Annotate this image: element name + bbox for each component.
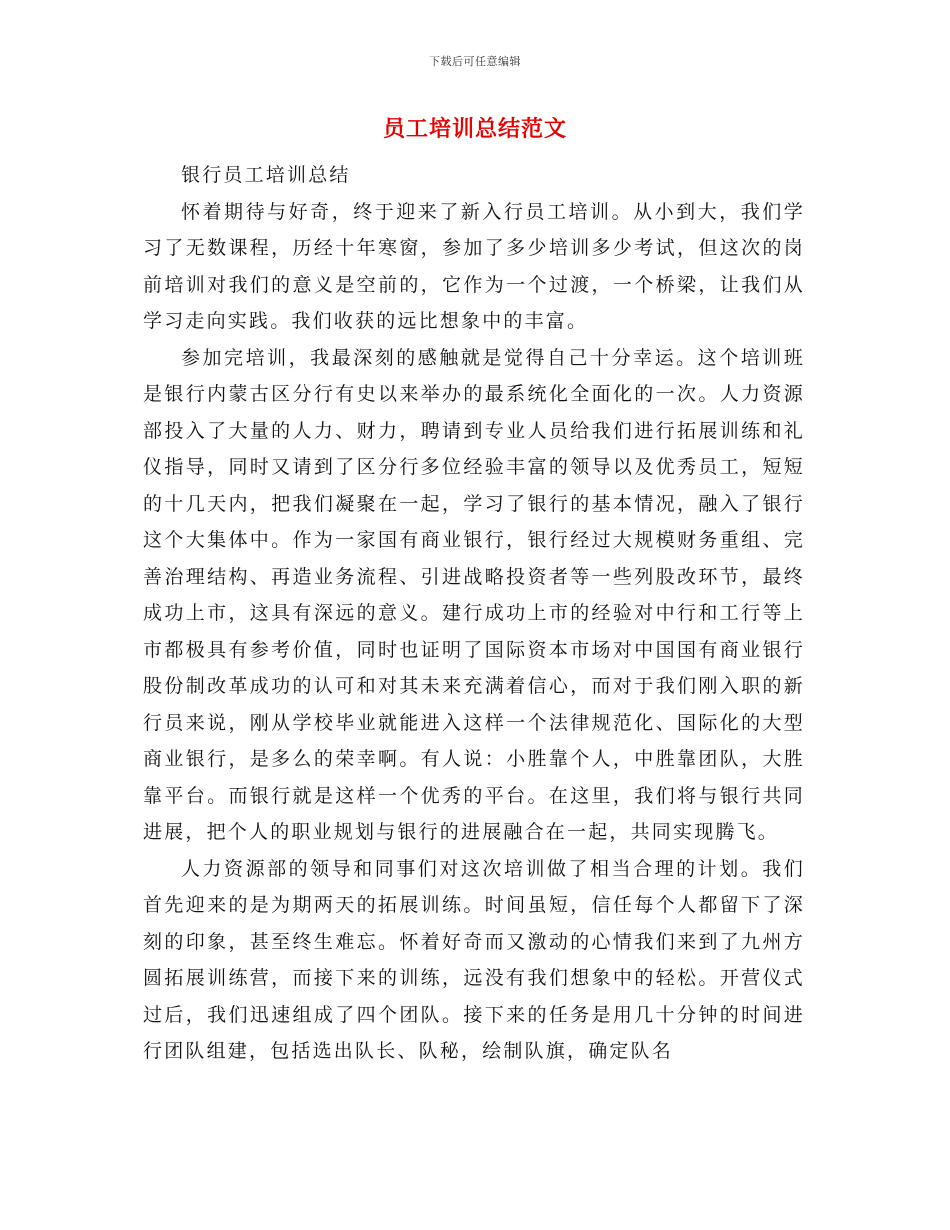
paragraph-2: 参加完培训，我最深刻的感触就是觉得自己十分幸运。这个培训班是银行内蒙古区分行有史以来举办的最系统化全面化的一次。人力资源部投入了大量的人力、财力，聘请到专业人员给我们进行拓展训练和礼仪指导，同时又请到了区分行多位经验丰富的领导以及优秀员工，短短的十几天内，把我们凝聚在一起，学习了银行的基本情况，融入了银行这个大集体中。作为一家国有商业银行，银行经过大规模财务重组、完善治理结构、再造业务流程、引进战略投资者等一些列股改环节，最终成功上市，这具有深远的意义。建行成功上市的经验对中行和工行等上市都极具有参考价值，同时也证明了国际资本市场对中国国有商业银行股份制改革成功的认可和对其未来充满着信心，而对于我们刚入职的新行员来说，刚从学校毕业就能进入这样一个法律规范化、国际化的大型商业银行，是多么的荣幸啊。有人说：小胜靠个人，中胜靠团队，大胜靠平台。而银行就是这样一个优秀的平台。在这里，我们将与银行共同进展，把个人的职业规划与银行的进展融合在一起，共同实现腾飞。 — [143, 346, 805, 843]
paragraph-3: 人力资源部的领导和同事们对这次培训做了相当合理的计划。我们首先迎来的是为期两天的拓展训练。时间虽短，信任每个人都留下了深刻的印象，甚至终生难忘。怀着好奇而又激动的心情我们来到了九州方圆拓展训练营，而接下来的训练，远没有我们想象中的轻松。开营仪式过后，我们迅速组成了四个团队。接下来的任务是用几十分钟的时间进行团队组建，包括选出队长、队秘，绘制队旗，确定队名 — [143, 857, 805, 1062]
document-subtitle: 银行员工培训总结 — [181, 164, 351, 186]
document-body — [143, 157, 805, 1070]
document-title: 员工培训总结范文 — [382, 116, 567, 142]
paragraph-1: 怀着期待与好奇，终于迎来了新入行员工培训。从小到大，我们学习了无数课程，历经十年寒窗，参加了多少培训多少考试，但这次的岗前培训对我们的意义是空前的，它作为一个过渡，一个桥梁，让我们从学习走向实践。我们收获的远比想象中的丰富。 — [143, 200, 805, 332]
page-header-note: 下载后可任意编辑 — [429, 55, 521, 68]
